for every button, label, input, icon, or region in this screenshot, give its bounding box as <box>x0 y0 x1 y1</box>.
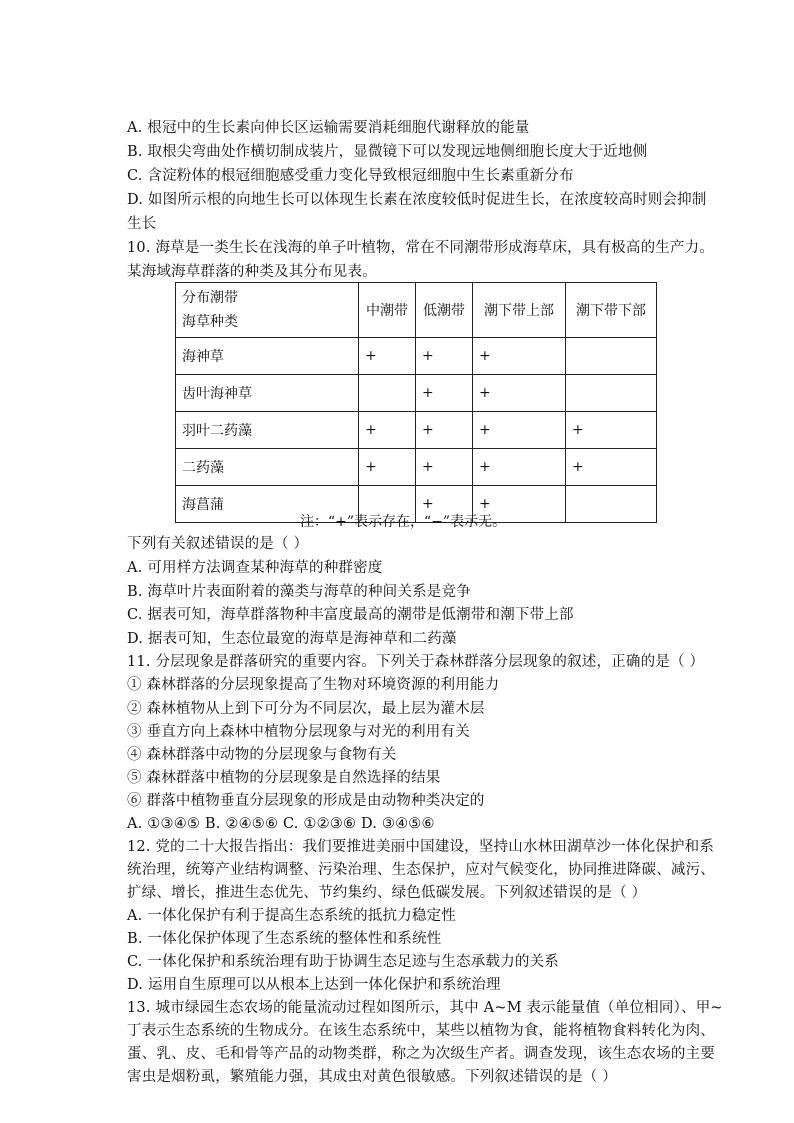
table-header-row <box>176 283 657 338</box>
table-cell: + <box>473 449 566 486</box>
q11-item: ① 森林群落的分层现象提高了生物对环境资源的利用能力 <box>127 677 500 693</box>
table-cell: + <box>566 412 657 449</box>
seagrass-distribution-table <box>175 282 657 523</box>
q11-item: ⑤ 森林群落中植物的分层现象是自然选择的结果 <box>127 770 441 786</box>
q11-stem: 11. 分层现象是群落研究的重要内容。下列关于森林群落分层现象的叙述，正确的是（ ） <box>127 654 705 670</box>
column-header: 中潮带 <box>359 283 416 338</box>
q10-stem-line1: 10. 海草是一类生长在浅海的单子叶植物，常在不同潮带形成海草床，具有极高的生产力。 <box>127 240 715 256</box>
table-row <box>176 338 657 375</box>
table-cell <box>566 375 657 412</box>
species-name: 羽叶二药藻 <box>176 412 359 449</box>
q10-option-c: C. 据表可知，海草群落物种丰富度最高的潮带是低潮带和潮下带上部 <box>127 607 574 623</box>
table-cell: + <box>359 412 416 449</box>
q12-option-d: D. 运用自生原理可以从根本上达到一体化保护和系统治理 <box>127 977 501 993</box>
q12-option-a: A. 一体化保护有利于提高生态系统的抵抗力稳定性 <box>127 908 456 924</box>
q11-item: ② 森林植物从上到下可分为不同层次，最上层为灌木层 <box>127 701 485 717</box>
table-cell: + <box>566 449 657 486</box>
q11-options: A. ①③④⑤ B. ②④⑤⑥ C. ①②③⑥ D. ③④⑤⑥ <box>127 816 435 832</box>
q13-stem-line1: 13. 城市绿园生态农场的能量流动过程如图所示，其中 A~M 表示能量值（单位相同）、甲~ <box>127 1000 723 1016</box>
q9-option-b: B. 取根尖弯曲处作横切制成装片，显微镜下可以发现远地侧细胞长度大于近地侧 <box>127 144 648 160</box>
species-name: 海神草 <box>176 338 359 375</box>
table-row <box>176 449 657 486</box>
q9-option-d-line2: 生长 <box>127 216 157 232</box>
table-cell <box>566 338 657 375</box>
q9-option-a: A. 根冠中的生长素向伸长区运输需要消耗细胞代谢释放的能量 <box>127 120 530 136</box>
table-cell: + <box>416 375 473 412</box>
table-cell: + <box>416 338 473 375</box>
table-cell: + <box>359 338 416 375</box>
q12-stem-line2: 统治理，统筹产业结构调整、污染治理、生态保护，应对气候变化，协同推进降碳、减污、 <box>127 862 715 878</box>
table-cell <box>566 486 657 523</box>
q13-stem-line2: 丁表示生态系统的生物成分。在该生态系统中，某些以植物为食，能将植物食料转化为肉、 <box>127 1023 715 1039</box>
table-row <box>176 412 657 449</box>
species-name: 二药藻 <box>176 449 359 486</box>
species-name: 齿叶海神草 <box>176 375 359 412</box>
table-cell: + <box>473 486 566 523</box>
column-header: 低潮带 <box>416 283 473 338</box>
q10-option-d: D. 据表可知，生态位最宽的海草是海神草和二药藻 <box>127 631 457 647</box>
table-row <box>176 375 657 412</box>
q11-item: ⑥ 群落中植物垂直分层现象的形成是由动物种类决定的 <box>127 793 485 809</box>
table-corner-cell <box>176 283 359 338</box>
column-header: 潮下带下部 <box>566 283 657 338</box>
table-cell: + <box>416 486 473 523</box>
table-cell: + <box>473 412 566 449</box>
q13-stem-line4: 害虫是烟粉虱，繁殖能力强，其成虫对黄色很敏感。下列叙述错误的是（ ） <box>127 1069 617 1085</box>
q9-option-d-line1: D. 如图所示根的向地生长可以体现生长素在浓度较低时促进生长，在浓度较高时则会抑制 <box>127 192 707 208</box>
q10-option-a: A. 可用样方法调查某种海草的种群密度 <box>127 560 383 576</box>
corner-top-label: 分布潮带 <box>182 290 238 306</box>
q13-stem-line3: 蛋、乳、皮、毛和骨等产品的动物类群，称之为次级生产者。调查发现，该生态农场的主要 <box>127 1046 715 1062</box>
table-cell <box>359 375 416 412</box>
q12-stem-line1: 12. 党的二十大报告指出：我们要推进美丽中国建设，坚持山水林田湖草沙一体化保护和系 <box>127 839 715 855</box>
table-cell: + <box>473 338 566 375</box>
corner-bottom-label: 海草种类 <box>182 314 238 330</box>
q12-stem-line3: 扩绿、增长，推进生态优先、节约集约、绿色低碳发展。下列叙述错误的是（ ） <box>127 885 647 901</box>
table-cell: + <box>416 412 473 449</box>
q12-option-b: B. 一体化保护体现了生态系统的整体性和系统性 <box>127 931 442 947</box>
table-cell: + <box>416 449 473 486</box>
q9-option-c: C. 含淀粉体的根冠细胞感受重力变化导致根冠细胞中生长素重新分布 <box>127 168 574 184</box>
q11-item: ③ 垂直方向上森林中植物分层现象与对光的利用有关 <box>127 724 470 740</box>
table-cell: + <box>359 449 416 486</box>
column-header: 潮下带上部 <box>473 283 566 338</box>
q10-question: 下列有关叙述错误的是（ ） <box>127 536 309 552</box>
species-name: 海菖蒲 <box>176 486 359 523</box>
q10-option-b: B. 海草叶片表面附着的藻类与海草的种间关系是竞争 <box>127 584 471 600</box>
q10-stem-line2: 某海域海草群落的种类及其分布见表。 <box>127 264 377 280</box>
q12-option-c: C. 一体化保护和系统治理有助于协调生态足迹与生态承载力的关系 <box>127 954 559 970</box>
q11-item: ④ 森林群落中动物的分层现象与食物有关 <box>127 747 397 763</box>
table-note: 注：“+”表示存在，“−”表示无。 <box>300 514 507 530</box>
table-cell: + <box>473 375 566 412</box>
